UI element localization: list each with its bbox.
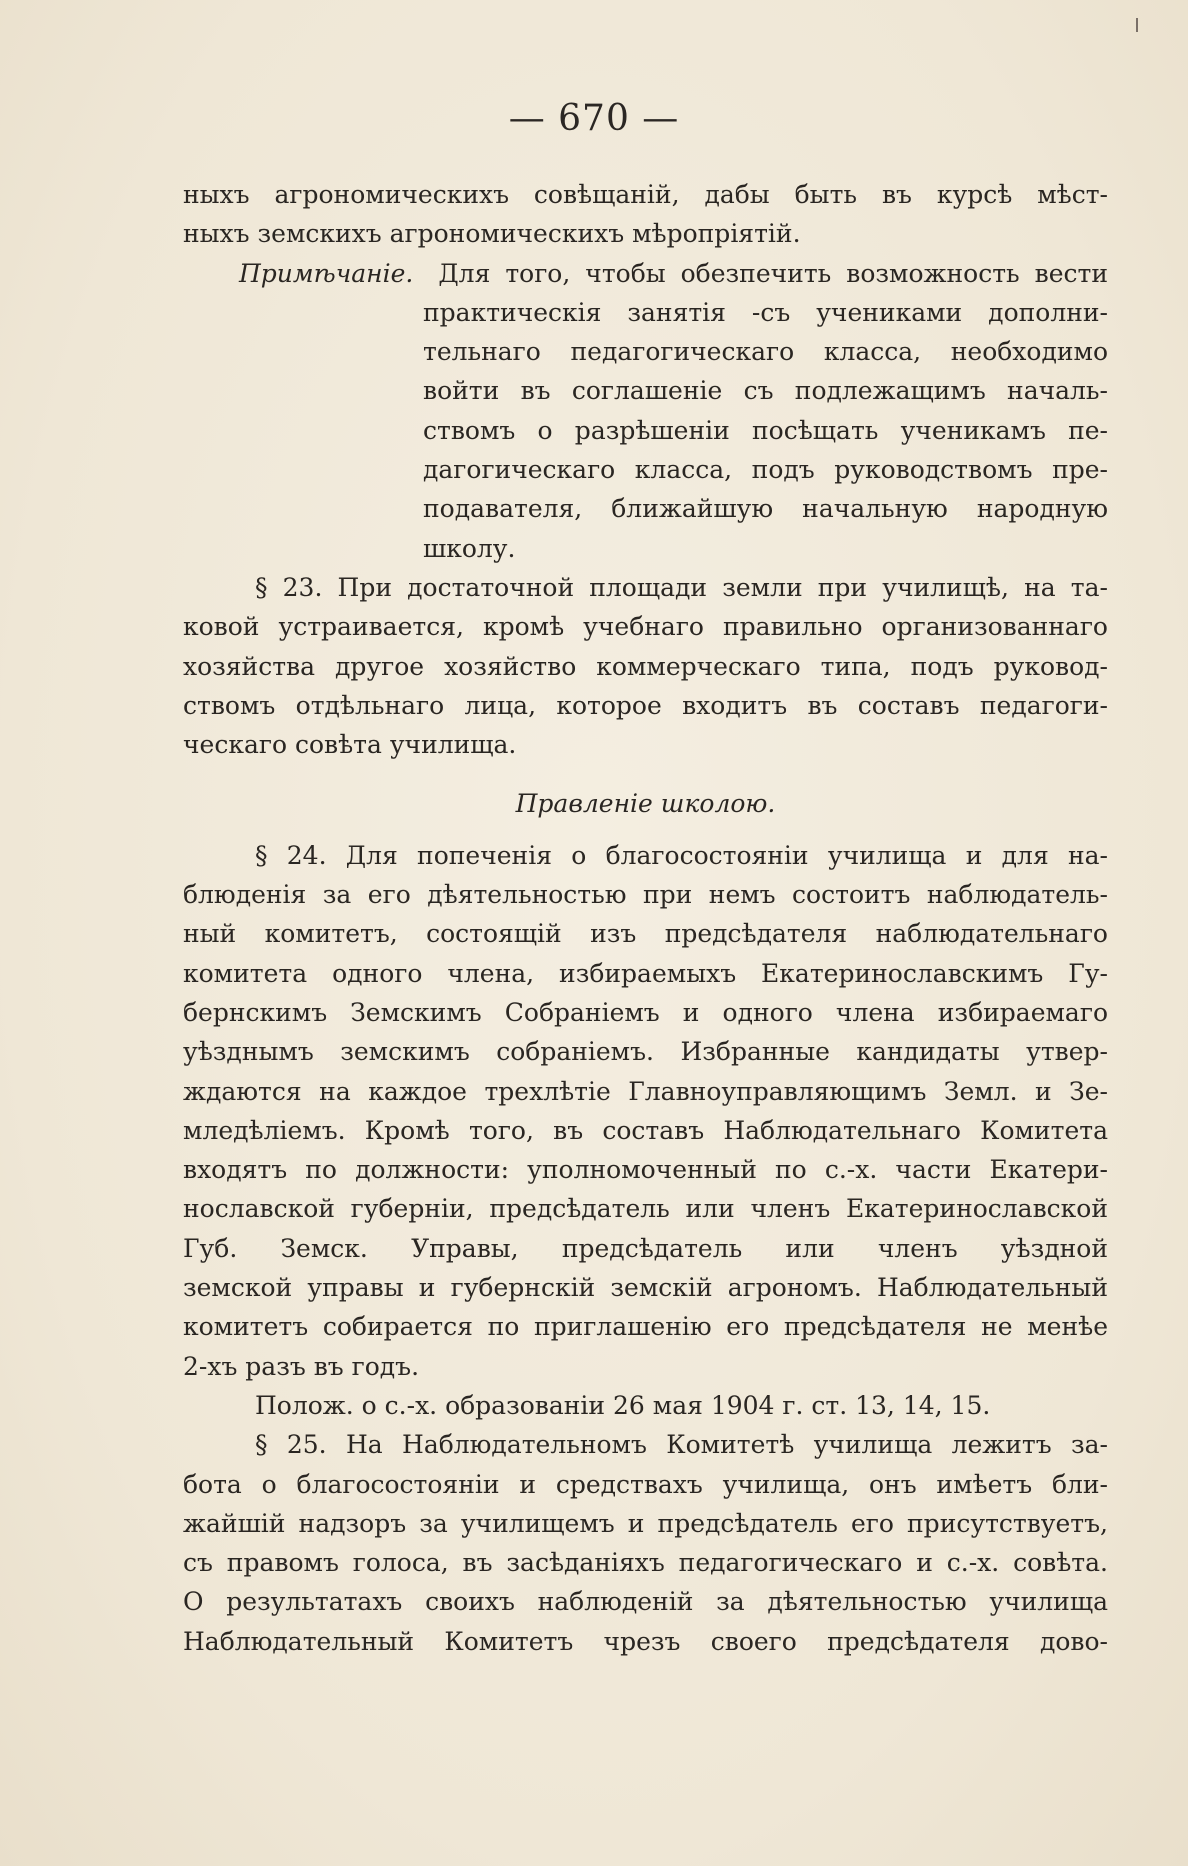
margin-mark bbox=[1136, 18, 1138, 32]
page-number: — 670 — bbox=[508, 98, 680, 139]
spacer bbox=[183, 764, 1108, 784]
text-line: блюденія за его дѣятельностью при немъ состоитъ наблюдатель- bbox=[183, 880, 1108, 910]
text-line: уѣзднымъ земскимъ собраніемъ. Избранные кандидаты утвер- bbox=[183, 1037, 1108, 1067]
text-line: ныхъ земскихъ агрономическихъ мѣропріятій. bbox=[183, 219, 801, 249]
text-line: О результатахъ своихъ наблюденій за дѣятельностью училища bbox=[183, 1587, 1108, 1617]
text-line: ствомъ о разрѣшеніи посѣщать ученикамъ пе- bbox=[423, 415, 1108, 445]
text-line: бернскимъ Земскимъ Собраніемъ и одного члена избираемаго bbox=[183, 997, 1108, 1027]
text-line: дагогическаго класса, подъ руководствомъ пре- bbox=[423, 455, 1108, 485]
citation-line: Полож. о с.-х. образованіи 26 мая 1904 г. ст. 13, 14, 15. bbox=[255, 1390, 991, 1420]
note-first-line bbox=[183, 254, 1108, 293]
text-line: съ правомъ голоса, въ засѣданіяхъ педагогическаго и с.-х. совѣта. bbox=[183, 1548, 1108, 1578]
text-line: бота о благосостояніи и средствахъ училища, онъ имѣетъ бли- bbox=[183, 1469, 1108, 1499]
text-line: 2-хъ разъ въ годъ. bbox=[183, 1351, 420, 1381]
text-line: комитета одного члена, избираемыхъ Екатеринославскимъ Гу- bbox=[183, 958, 1108, 988]
note-text: Для того, чтобы обезпечить возможность вести bbox=[438, 258, 1109, 288]
text-line: жайшій надзоръ за училищемъ и предсѣдатель его присутствуетъ, bbox=[183, 1508, 1108, 1538]
text-line: комитетъ собирается по приглашенію его предсѣдателя не менѣе bbox=[183, 1312, 1108, 1342]
text-line: ждаются на каждое трехлѣтіе Главноуправляющимъ Земл. и Зе- bbox=[183, 1076, 1108, 1106]
text-line: войти въ соглашеніе съ подлежащимъ началь- bbox=[423, 376, 1108, 406]
body-text bbox=[183, 175, 1108, 1661]
text-line: подавателя, ближайшую начальную народную bbox=[423, 494, 1108, 524]
text-line: Губ. Земск. Управы, предсѣдатель или членъ уѣздной bbox=[183, 1233, 1108, 1263]
text-line: тельнаго педагогическаго класса, необходимо bbox=[423, 337, 1108, 367]
text-line: земской управы и губернскій земскій агрономъ. Наблюдательный bbox=[183, 1273, 1108, 1303]
text-line: хозяйства другое хозяйство коммерческаго типа, подъ руковод- bbox=[183, 651, 1108, 681]
text-line: Наблюдательный Комитетъ чрезъ своего предсѣдателя дово- bbox=[183, 1626, 1108, 1656]
text-line: ствомъ отдѣльнаго лица, которое входитъ въ составъ педагоги- bbox=[183, 690, 1108, 720]
text-line: ный комитетъ, состоящій изъ предсѣдателя наблюдательнаго bbox=[183, 919, 1108, 949]
text-line: ческаго совѣта училища. bbox=[183, 730, 517, 760]
spacer bbox=[183, 824, 1108, 836]
text-line: мледѣліемъ. Кромѣ того, въ составъ Наблюдательнаго Комитета bbox=[183, 1115, 1108, 1145]
text-line: § 23. При достаточной площади земли при училищѣ, на та- bbox=[255, 572, 1108, 602]
text-line: ковой устраивается, кромѣ учебнаго правильно организованнаго bbox=[183, 612, 1108, 642]
text-line: § 25. На Наблюдательномъ Комитетѣ училища лежитъ за- bbox=[255, 1430, 1108, 1460]
text-line: нославской губерніи, предсѣдатель или членъ Екатеринославской bbox=[183, 1194, 1108, 1224]
text-line: практическія занятія -съ учениками дополни- bbox=[423, 297, 1108, 327]
text-line: § 24. Для попеченія о благосостояніи училища и для на- bbox=[255, 840, 1108, 870]
note-label: Примѣчаніе. bbox=[239, 258, 414, 288]
text-line: входятъ по должности: уполномоченный по с.-х. части Екатери- bbox=[183, 1155, 1108, 1185]
text-line: школу. bbox=[423, 533, 516, 563]
text-line: ныхъ агрономическихъ совѣщаній, дабы быть въ курсѣ мѣст- bbox=[183, 180, 1108, 209]
section-heading: Правленіе школою. bbox=[515, 789, 776, 819]
